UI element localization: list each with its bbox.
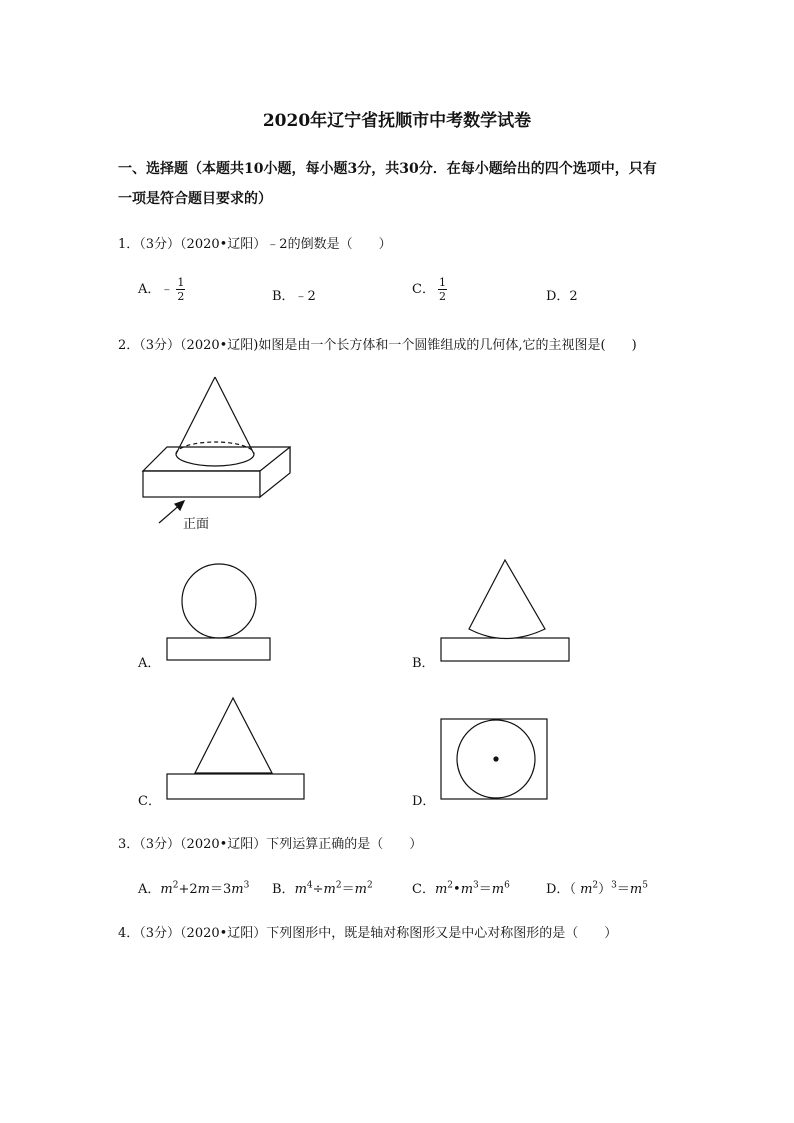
q1-option-d[interactable]: D．2 [546,289,578,304]
q1-option-c-label: C． [412,282,435,297]
q3-option-a-label: A． [138,882,161,897]
option-b-cone [469,560,545,639]
q1-option-b[interactable]: B．﹣2 [272,289,316,304]
option-a-base [167,638,270,660]
q2-option-a-figure [167,564,270,660]
fraction-numerator: 1 [177,276,185,289]
cuboid-front-face [143,471,260,497]
q2-option-c[interactable]: C． [138,794,161,809]
cone-right-edge [215,377,254,454]
q3-option-b-expression: $m^4\div m^2=m^2$ [294,880,373,897]
q3-option-b-label: B． [272,882,295,897]
question-4-stem: 4．（3分）（2020•辽阳）下列图形中，既是轴对称图形又是中心对称图形的是（ ） [118,926,618,941]
option-b-base [441,638,569,661]
q2-option-b-figure [441,560,569,661]
q2-option-a[interactable]: A． [138,656,161,671]
q3-option-d-label: D． [546,882,570,897]
q1-option-a-label: A．﹣ [138,282,174,297]
q3-option-d[interactable] [546,878,648,897]
q3-option-c[interactable] [412,878,510,897]
option-c-triangle [195,698,272,773]
q3-option-a-expression: $m^2+2m=3m^3$ [160,880,250,897]
fraction-denominator: 2 [177,290,185,303]
q3-option-c-expression: $m^2•m^3=m^6$ [434,880,510,897]
section-heading-line1: 一、选择题（本题共10小题，每小题3分，共30分．在每小题给出的四个选项中，只有 [118,161,657,177]
fraction-numerator: 1 [438,276,446,289]
fraction-denominator: 2 [438,290,446,303]
section-heading-line2: 一项是符合题目要求的） [118,191,272,207]
q3-option-b[interactable] [272,878,373,897]
q3-option-d-expression: （ $m^2)^3=m^5$ [569,880,648,897]
q3-option-a[interactable] [138,878,249,897]
question-1-stem: 1．（3分）（2020•辽阳）﹣2的倒数是（ ） [118,237,392,252]
q3-option-c-label: C． [412,882,435,897]
question-2-stem: 2．（3分）（2020•辽阳)如图是由一个长方体和一个圆锥组成的几何体,它的主视图是( ) [118,338,637,353]
q2-option-d-figure [441,719,547,799]
option-c-base [167,774,304,799]
option-a-sphere [182,564,256,638]
front-view-label: 正面 [183,517,210,532]
page-title: 2020年辽宁省抚顺市中考数学试卷 [262,111,532,131]
question-3-stem: 3．（3分）（2020•辽阳）下列运算正确的是（ ） [118,837,423,852]
q2-option-b[interactable]: B． [412,656,435,671]
q2-option-c-figure [167,698,304,799]
q2-option-d[interactable]: D． [412,794,436,809]
solid-figure [143,377,290,523]
option-d-center-dot [494,757,498,761]
